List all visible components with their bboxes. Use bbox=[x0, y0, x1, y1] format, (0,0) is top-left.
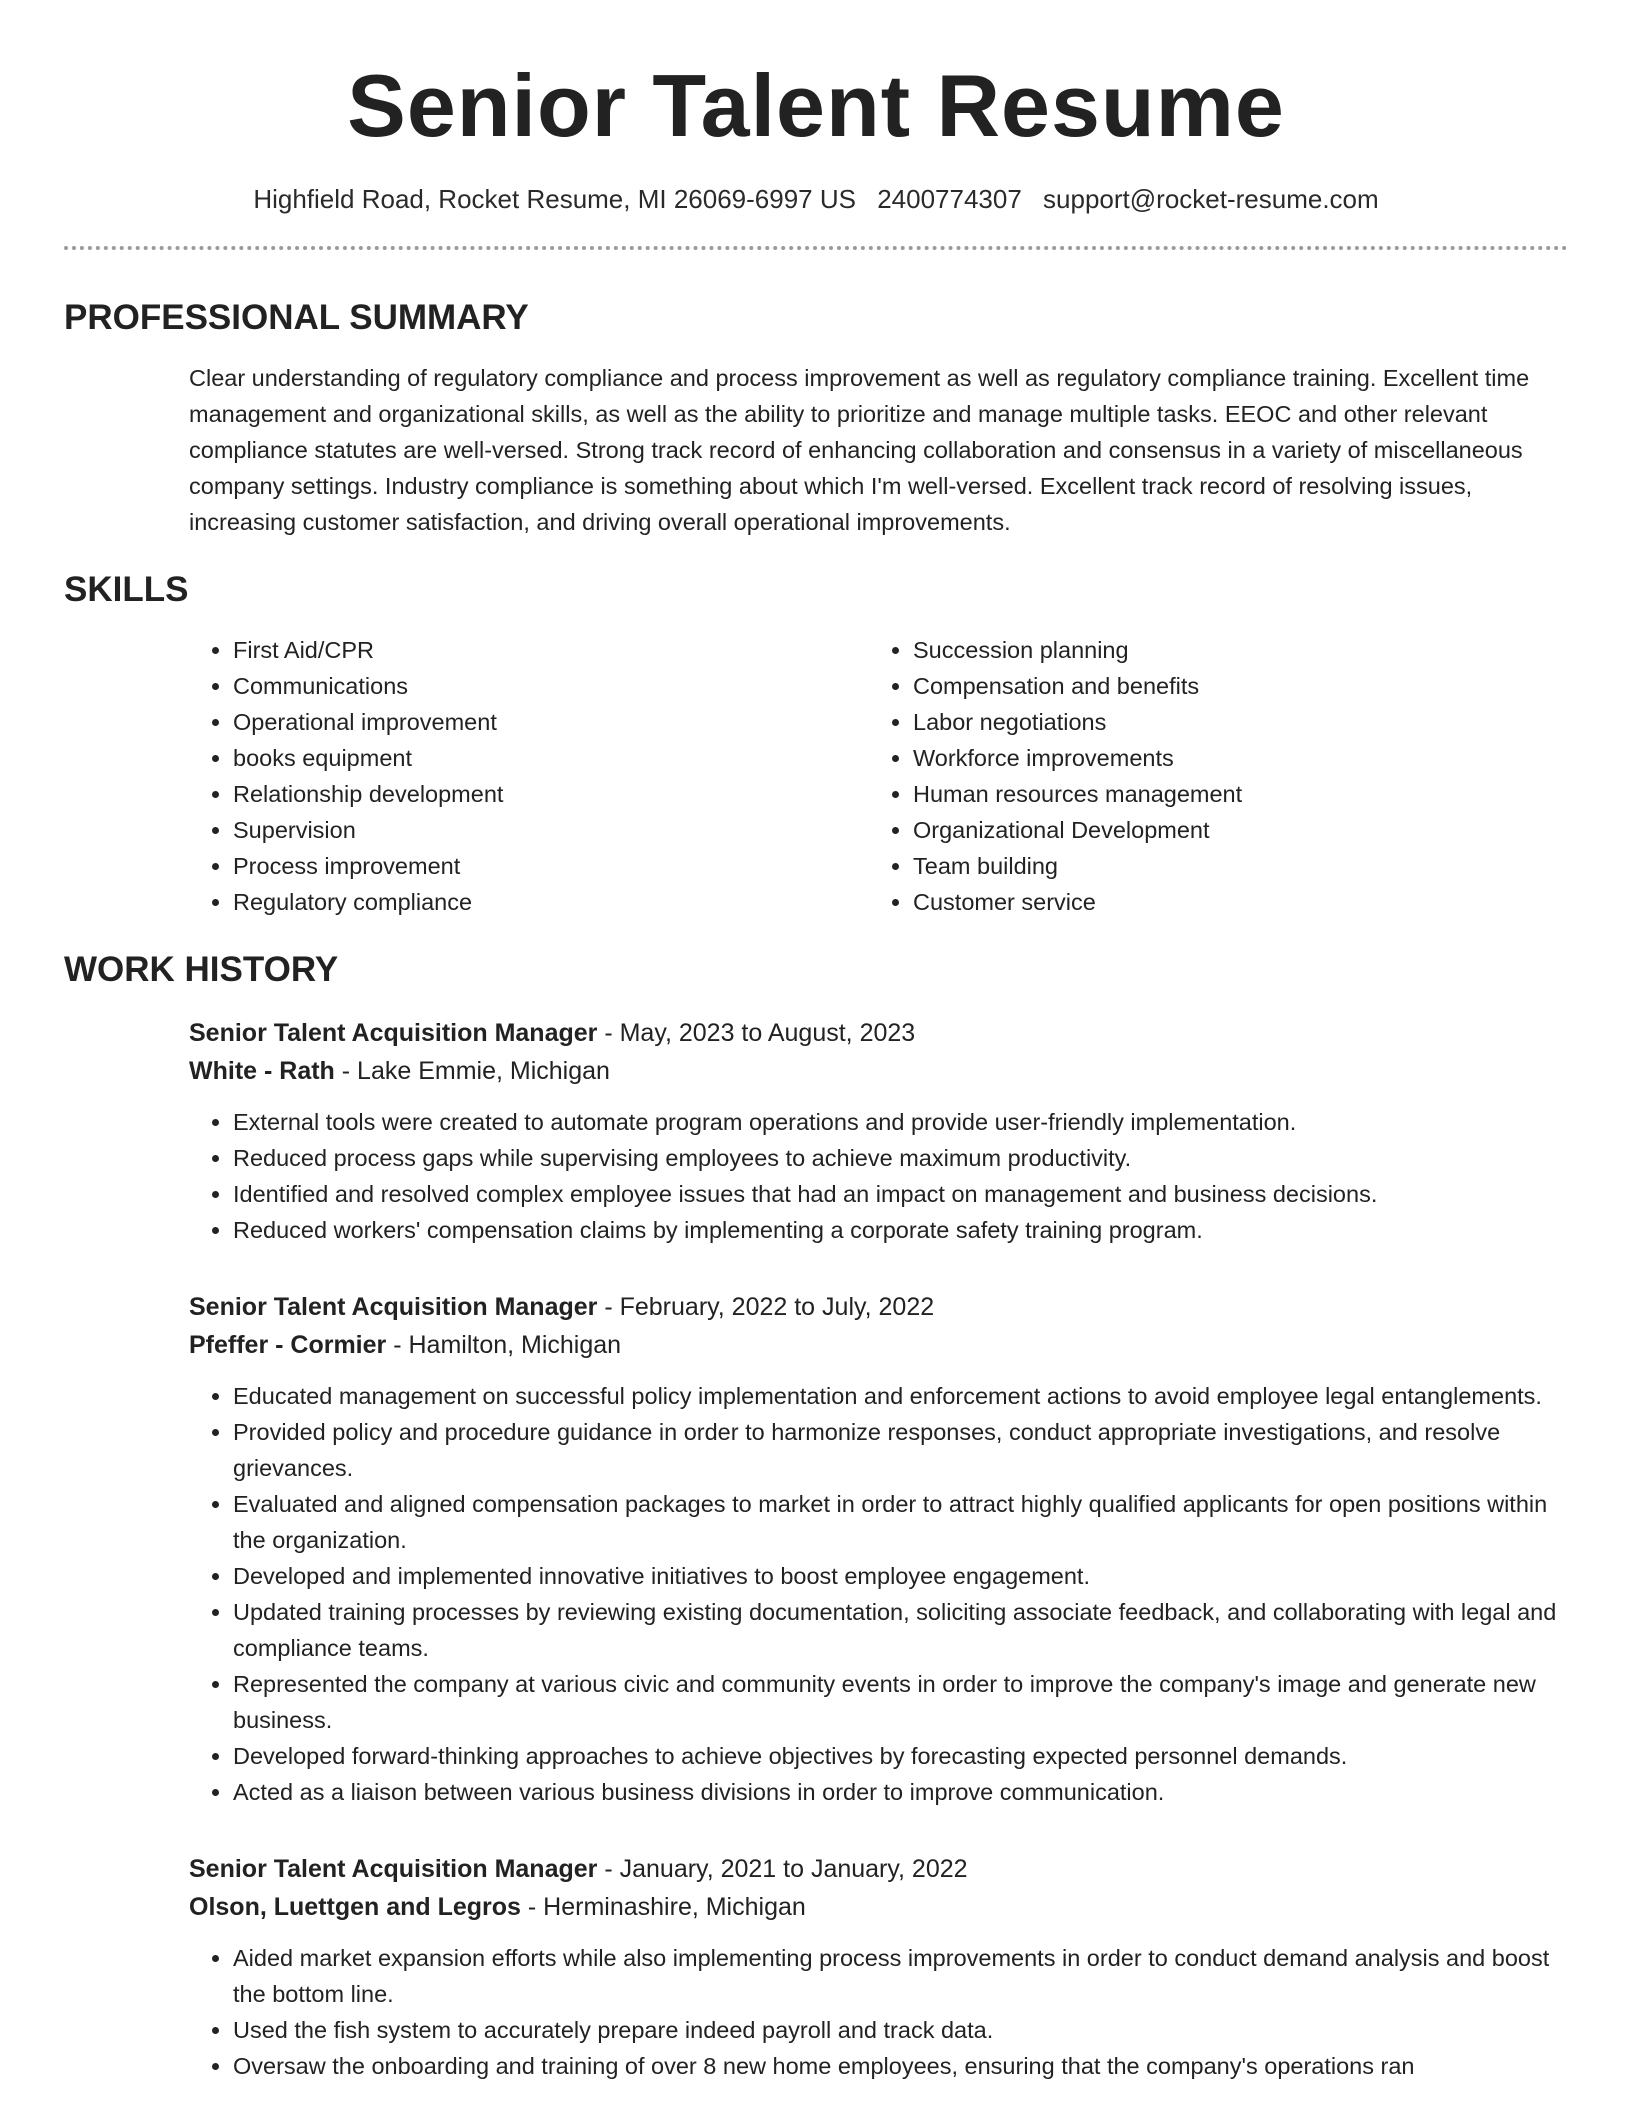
skill-item: • Succession planning bbox=[913, 632, 1549, 668]
contact-line bbox=[64, 182, 1568, 216]
job-bullet: • Aided market expansion efforts while also implementing process improvements in order to conduct demand analysis and boost the bottom line. bbox=[233, 1940, 1568, 2012]
job-bullets bbox=[189, 1104, 1568, 1248]
skill-item: • Labor negotiations bbox=[913, 704, 1549, 740]
job-entry bbox=[189, 1014, 1568, 1248]
summary-text: Clear understanding of regulatory compliance and process improvement as well as regulatory compliance training. Excellent time management and organizational skills, as well as the ability to prioritize and manage multiple tasks. EEOC and other relevant compliance statutes are well-versed. Strong track record of enhancing collaboration and consensus in a variety of miscellaneous company settings. Industry compliance is something about which I'm well-versed. Excellent track record of resolving issues, increasing customer satisfaction, and driving overall operational improvements. bbox=[189, 365, 1530, 535]
job-entry bbox=[189, 1850, 1568, 2084]
job-bullet: • Provided policy and procedure guidance in order to harmonize responses, conduct appropriate investigations, and resolve grievances. bbox=[233, 1414, 1568, 1486]
contact-address: Highfield Road, Rocket Resume, MI 26069-6997 US bbox=[253, 184, 856, 214]
header-divider bbox=[64, 246, 1568, 250]
job-location: - Lake Emmie, Michigan bbox=[334, 1057, 610, 1085]
skill-item: • Process improvement bbox=[233, 848, 869, 884]
job-company-line bbox=[189, 1888, 1568, 1926]
summary-heading: PROFESSIONAL SUMMARY bbox=[64, 298, 529, 337]
skill-item: • Organizational Development bbox=[913, 812, 1549, 848]
skills-heading: SKILLS bbox=[64, 570, 189, 609]
job-dates: - February, 2022 to July, 2022 bbox=[597, 1293, 935, 1321]
job-bullet: • Developed forward-thinking approaches to achieve objectives by forecasting expected personnel demands. bbox=[233, 1738, 1568, 1774]
job-bullet: • External tools were created to automate program operations and provide user-friendly implementation. bbox=[233, 1104, 1568, 1140]
job-company: Olson, Luettgen and Legros bbox=[189, 1893, 521, 1921]
job-bullet: • Oversaw the onboarding and training of over 8 new home employees, ensuring that the company's operations ran bbox=[233, 2048, 1568, 2084]
job-bullet: • Reduced process gaps while supervising employees to achieve maximum productivity. bbox=[233, 1140, 1568, 1176]
job-company: White - Rath bbox=[189, 1057, 335, 1085]
job-bullet: • Updated training processes by reviewing existing documentation, soliciting associate feedback, and collaborating with legal and compliance teams. bbox=[233, 1594, 1568, 1666]
job-location: - Herminashire, Michigan bbox=[520, 1893, 806, 1921]
job-role: Senior Talent Acquisition Manager bbox=[189, 1855, 598, 1883]
job-entry bbox=[189, 1288, 1568, 1810]
skills-column-right bbox=[869, 632, 1549, 920]
job-company: Pfeffer - Cormier bbox=[189, 1331, 387, 1359]
skill-item: • Compensation and benefits bbox=[913, 668, 1549, 704]
job-company-line bbox=[189, 1052, 1568, 1090]
skill-item: • Communications bbox=[233, 668, 869, 704]
job-bullets bbox=[189, 1940, 1568, 2084]
job-bullets bbox=[189, 1378, 1568, 1810]
skill-item: • Regulatory compliance bbox=[233, 884, 869, 920]
skill-item: • Customer service bbox=[913, 884, 1549, 920]
job-title-line bbox=[189, 1014, 1568, 1052]
job-dates: - May, 2023 to August, 2023 bbox=[597, 1019, 916, 1047]
skill-item: • Workforce improvements bbox=[913, 740, 1549, 776]
skills-column-left bbox=[189, 632, 869, 920]
job-company-line bbox=[189, 1326, 1568, 1364]
job-dates: - January, 2021 to January, 2022 bbox=[597, 1855, 968, 1883]
contact-phone: 2400774307 bbox=[877, 184, 1022, 214]
job-bullet: • Identified and resolved complex employee issues that had an impact on management and business decisions. bbox=[233, 1176, 1568, 1212]
skill-item: • Relationship development bbox=[233, 776, 869, 812]
job-role: Senior Talent Acquisition Manager bbox=[189, 1019, 598, 1047]
job-bullet: • Developed and implemented innovative initiatives to boost employee engagement. bbox=[233, 1558, 1568, 1594]
resume-page bbox=[64, 0, 1568, 2084]
skill-item: • Team building bbox=[913, 848, 1549, 884]
job-bullet: • Acted as a liaison between various business divisions in order to improve communication. bbox=[233, 1774, 1568, 1810]
job-role: Senior Talent Acquisition Manager bbox=[189, 1293, 598, 1321]
skill-item: • Supervision bbox=[233, 812, 869, 848]
job-bullet: • Reduced workers' compensation claims by implementing a corporate safety training program. bbox=[233, 1212, 1568, 1248]
job-bullet: • Educated management on successful policy implementation and enforcement actions to avoid employee legal entanglements. bbox=[233, 1378, 1568, 1414]
skills-list bbox=[189, 632, 1568, 920]
skill-item: • books equipment bbox=[233, 740, 869, 776]
work-history-heading: WORK HISTORY bbox=[64, 950, 339, 989]
skill-item: • Operational improvement bbox=[233, 704, 869, 740]
job-location: - Hamilton, Michigan bbox=[386, 1331, 622, 1359]
job-bullet: • Used the fish system to accurately prepare indeed payroll and track data. bbox=[233, 2012, 1568, 2048]
job-bullet: • Evaluated and aligned compensation packages to market in order to attract highly qualified applicants for open positions within the organization. bbox=[233, 1486, 1568, 1558]
job-title-line bbox=[189, 1288, 1568, 1326]
skill-item: • First Aid/CPR bbox=[233, 632, 869, 668]
skill-item: • Human resources management bbox=[913, 776, 1549, 812]
job-title-line bbox=[189, 1850, 1568, 1888]
job-bullet: • Represented the company at various civic and community events in order to improve the company's image and generate new business. bbox=[233, 1666, 1568, 1738]
resume-name: Senior Talent Resume bbox=[347, 56, 1285, 155]
contact-email: support@rocket-resume.com bbox=[1043, 184, 1379, 214]
